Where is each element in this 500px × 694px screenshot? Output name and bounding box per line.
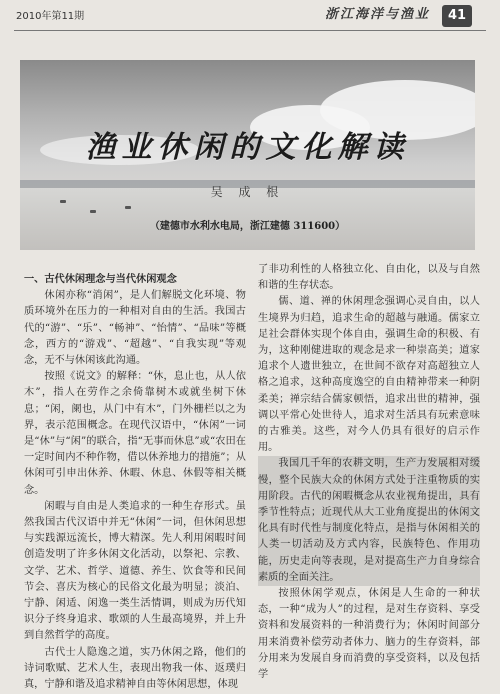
article-title: 渔业休闲的文化解读 — [85, 130, 410, 165]
article-affiliation: （建德市水利水电局，浙江建德 311600） — [149, 221, 346, 232]
boat-shape — [125, 206, 131, 209]
page-number: 41 — [442, 5, 472, 27]
body-paragraph: 按照《说文》的解释：“休，息止也，从人依木”，指人在劳作之余倚靠树木或就坐树下休息；“闲，阑也，从门中有木”，门外栅栏以之为界，表示范围概念。在现代汉语中，“休闲”一词是“休”与“闲”的联合，指“无事而休息”或“农田在一定时间内不种作物，借以休养地力的措施”；从休闲可引申出休养、休暇、休息、休假等相关概念。 — [24, 371, 246, 496]
header-rule — [14, 30, 486, 31]
body-paragraph: 闲暇与自由是人类追求的一种生存形式。虽然我国古代汉语中并无“休闲”一词，但休闲思想与实践源远流长，博大精深。先人利用闲暇时间创造发明了许多休闲文化活动，以祭祀、宗教、文学、艺术、哲学、道德、养生、饮食等和民间节会、喜庆为核心的民俗文化最为明显；淡泊、宁静、闲适、闲逸一类生活情调，则成为历代知识分子终身追求、歌颂的人生最高境界，并上升到自然哲学的高度。 — [24, 500, 246, 642]
journal-title: 浙江海洋与渔业 — [324, 7, 430, 22]
body-paragraph: 我国几千年的农耕文明，生产力发展相对缓慢，整个民族大众的休闲方式处于注重物质的实用阶段。古代的闲暇概念从农业视角提出，具有季节性特点；近现代从大工业角度提出的休闲文化具有时代性与制度化特点，是指与休闲相关的人类一切活动及方式内容，民族特色、作用功能，历史走向等表现，是对提高生产力自身综合素质的全面关注。 — [258, 456, 480, 586]
article-author: 吴 成 根 — [210, 185, 285, 199]
page-header — [0, 0, 500, 38]
body-paragraph: 按照休闲学观点，休闲是人生命的一种状态，一种“成为人”的过程，是对生存资料、享受资料和发展资料的一种消费行为；休闲时间部分用来消费补偿劳动者体力、脑力的生存资料，部分用来为发展自身而消费的享受资料，以及包括学 — [258, 588, 480, 681]
body-paragraph: 儒、道、禅的休闲理念强调心灵自由，以人生境界为归趋，追求生命的超越与融通。儒家立足社会群体实现个体自由，强调生命的积极、有为，这种刚健进取的观念是求一种崇高美；道家追求个人遗世独立，在世间不欲存对高超独立人格之追求，这种高度逸空的自由精神带来一种阴柔美；禅宗结合儒家顿悟，追求出世的精神，强调以平常心处世待人，追求对生活具有玩索意味的古雅美。这些，对今人仍具有很好的启示作用。 — [258, 296, 480, 454]
body-paragraph: 了非功利性的人格独立化、自由化，以及与自然和谐的生存状态。 — [258, 264, 480, 292]
issue-label: 2010年第11期 — [16, 11, 85, 22]
body-paragraph: 古代士人隐逸之道，实乃休闲之路，他们的诗词歌赋、艺术人生，表现出物我一体、返璞归真，宁静和谐及追求精神自由等休闲思想，体现 — [24, 646, 246, 691]
body-paragraph: 休闲亦称“消闲”，是人们解脱文化环境、物质环境外在压力的一种相对自由的生活。我国古代的“游”、“乐”、“畅神”、“怡情”、“品味”等概念，西方的“游戏”、“超越”、“自我实现”等观念，无不与休闲该此沟通。 — [24, 290, 246, 367]
right-text-column — [258, 262, 480, 683]
left-text-column — [24, 272, 246, 693]
section-heading: 一、古代休闲理念与当代休闲观念 — [24, 274, 177, 285]
boat-shape — [90, 210, 96, 213]
boat-shape — [60, 200, 66, 203]
title-banner-photo — [20, 60, 475, 250]
